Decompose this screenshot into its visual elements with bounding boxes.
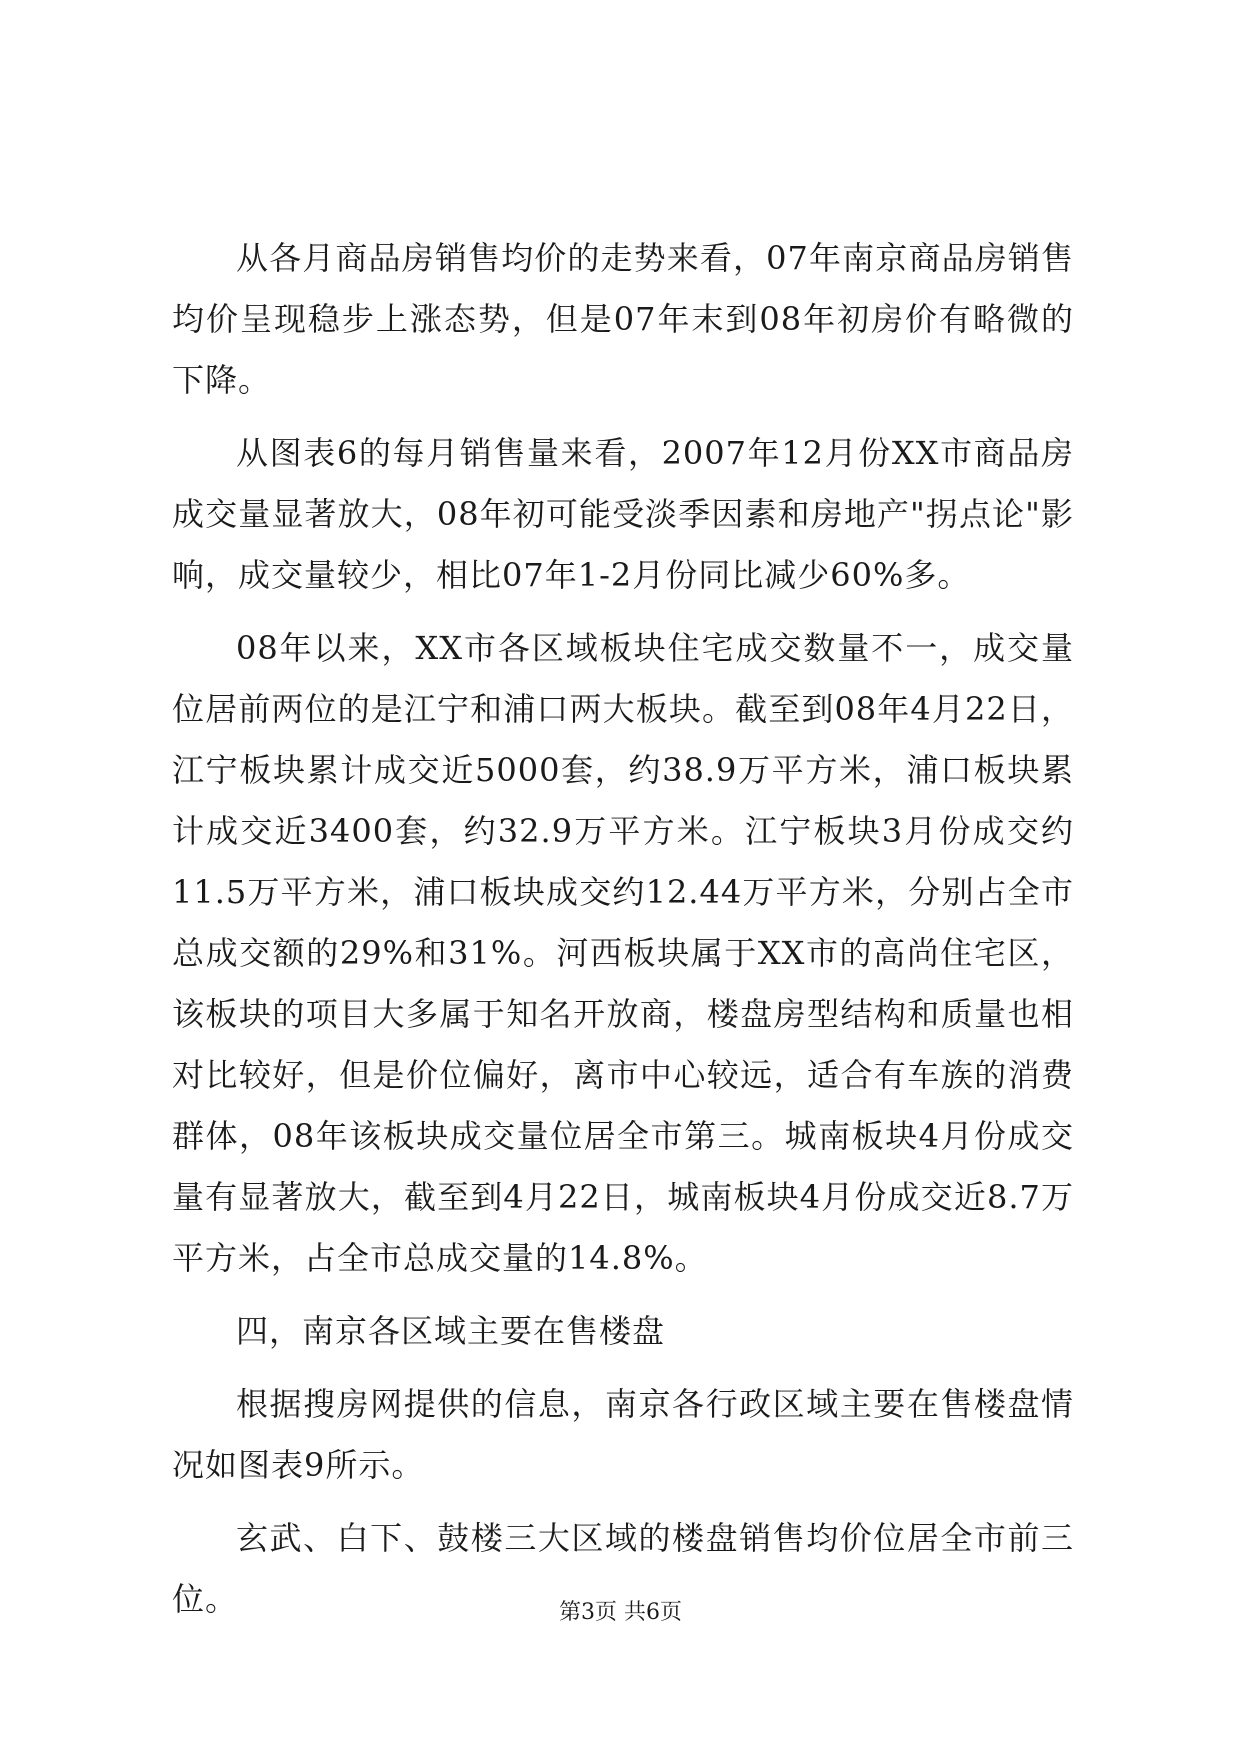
paragraph-listing-source: 根据搜房网提供的信息，南京各行政区域主要在售楼盘情况如图表9所示。 (172, 1385, 1074, 1484)
page-footer: 第3页 共6页 (559, 1600, 682, 1625)
section-heading: 四，南京各区域主要在售楼盘 (236, 1312, 666, 1350)
paragraph-district-sales: 08年以来，XX市各区域板块住宅成交数量不一，成交量位居前两位的是江宁和浦口两大板块。截至到08年4月22日，江宁板块累计成交近5000套，约38.9万平方米，浦口板块累计成交近3400套，约32.9万平方米。江宁板块3月份成交约11.5万平方米，浦口板块成交约12.44万平方米，分别占全市总成交额的29%和31%。河西板块属于XX市的高尚住宅区，该板块的项目大多属于知名开放商，楼盘房型结构和质量也相对比较好，但是价位偏好，离市中心较远，适合有车族的消费群体，08年该板块成交量位居全市第三。城南板块4月份成交量有显著放大，截至到4月22日，城南板块4月份成交近8.7万平方米，占全市总成交量的14.8%。 (172, 629, 1074, 1277)
paragraph-price-trend: 从各月商品房销售均价的走势来看，07年南京商品房销售均价呈现稳步上涨态势，但是07年末到08年初房价有略微的下降。 (172, 239, 1074, 399)
document-body (172, 228, 1074, 1642)
paragraph-monthly-sales: 从图表6的每月销售量来看，2007年12月份XX市商品房成交量显著放大，08年初可能受淡季因素和房地产"拐点论"影响，成交量较少，相比07年1-2月份同比减少60%多。 (172, 434, 1074, 594)
paragraph-top-districts: 玄武、白下、鼓楼三大区域的楼盘销售均价位居全市前三位。 (172, 1519, 1074, 1618)
